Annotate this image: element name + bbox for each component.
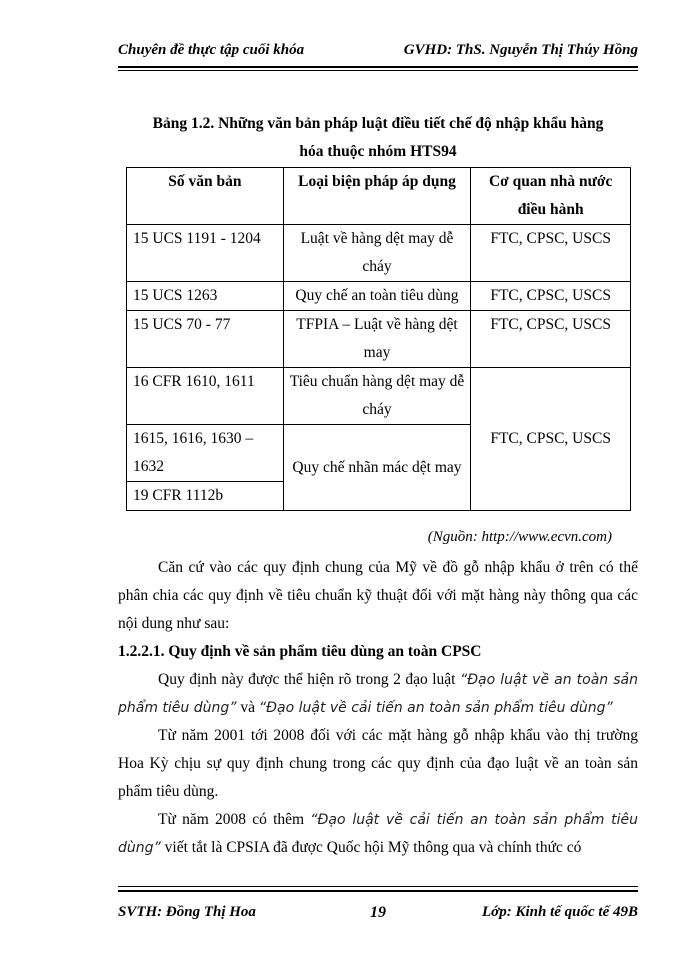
table-row	[127, 311, 631, 368]
cell-document: 16 CFR 1610, 1611	[127, 368, 284, 425]
cell-agency: FTC, CPSC, USCS	[471, 311, 631, 368]
law-title-cpsia: “Đạo luật về cải tiến an toàn sản phẩm tiêu dùng”	[118, 812, 638, 856]
paragraph-2008-text: Từ năm 2008 có thêm	[158, 811, 311, 828]
cell-document: 1615, 1616, 1630 – 1632	[127, 425, 284, 482]
header-document-number: Số văn bản	[127, 168, 284, 225]
law-title-consumer-safety: “Đạo luật về an toàn sản phẩm tiêu dùng”	[118, 672, 638, 716]
table-caption	[118, 110, 638, 166]
law-title-safety-improvement: “Đạo luật về cải tiến an toàn sản phẩm tiêu dùng”	[258, 700, 613, 716]
cell-measure: Tiêu chuẩn hàng dệt may dễ cháy	[283, 368, 471, 425]
cell-measure: Quy chế an toàn tiêu dùng	[283, 282, 471, 311]
cell-agency: FTC, CPSC, USCS	[471, 282, 631, 311]
paragraph-intro: Căn cứ vào các quy định chung của Mỹ về đồ gỗ nhập khẩu ở trên có thể phân chia các quy định về tiêu chuẩn kỹ thuật đối với mặt hàng này thông qua các nội dung như sau:	[118, 559, 638, 632]
cell-measure-merged: Quy chế nhãn mác dệt may	[283, 425, 471, 511]
table-header-row	[127, 168, 631, 225]
table-row	[127, 225, 631, 282]
cell-measure: TFPIA – Luật về hàng dệt may	[283, 311, 471, 368]
header-measure-type: Loại biện pháp áp dụng	[283, 168, 471, 225]
paragraph-laws-conj: và	[236, 699, 259, 716]
cell-document: 15 UCS 70 - 77	[127, 311, 284, 368]
header-title: Chuyên đề thực tập cuối khóa	[118, 42, 305, 58]
header-rule	[118, 66, 638, 68]
table-row	[127, 368, 631, 425]
cell-document: 19 CFR 1112b	[127, 482, 284, 511]
body-text	[118, 554, 638, 862]
paragraph-2008-rest: viết tắt là CPSIA đã được Quốc hội Mỹ thông qua và chính thức có	[160, 839, 582, 856]
header-agency: Cơ quan nhà nước điều hành	[471, 168, 631, 225]
paragraph-laws	[118, 666, 638, 722]
page-footer	[118, 886, 638, 926]
cell-document: 15 UCS 1191 - 1204	[127, 225, 284, 282]
table-caption-line1: Bảng 1.2. Những văn bản pháp luật điều tiết chế độ nhập khẩu hàng	[152, 115, 604, 132]
footer-rule-thin	[118, 886, 638, 887]
header-advisor: GVHD: ThS. Nguyễn Thị Thúy Hồng	[403, 42, 638, 58]
cell-measure: Luật về hàng dệt may dễ cháy	[283, 225, 471, 282]
table-source: (Nguồn: http://www.ecvn.com)	[427, 529, 612, 545]
paragraph-2008	[118, 806, 638, 862]
footer-class: Lớp: Kinh tế quốc tế 49B	[482, 904, 638, 920]
header-rule-thin	[118, 70, 638, 71]
table-caption-line2: hóa thuộc nhóm HTS94	[299, 143, 457, 160]
paragraph-2001-2008: Từ năm 2001 tới 2008 đối với các mặt hàng gỗ nhập khẩu vào thị trường Hoa Kỳ chịu sự quy định chung trong các quy định của đạo luật về an toàn sản phẩm tiêu dùng.	[118, 727, 638, 800]
section-heading: 1.2.2.1. Quy định về sản phẩm tiêu dùng an toàn CPSC	[118, 643, 482, 660]
cell-document: 15 UCS 1263	[127, 282, 284, 311]
page-number: 19	[370, 904, 386, 921]
cell-agency-merged: FTC, CPSC, USCS	[471, 368, 631, 511]
table-row	[127, 282, 631, 311]
regulations-table	[126, 167, 631, 511]
paragraph-laws-text: Quy định này được thể hiện rõ trong 2 đạo luật	[158, 671, 460, 688]
footer-rule	[118, 890, 638, 892]
cell-agency: FTC, CPSC, USCS	[471, 225, 631, 282]
page-header	[118, 38, 638, 64]
footer-student: SVTH: Đồng Thị Hoa	[118, 904, 256, 920]
